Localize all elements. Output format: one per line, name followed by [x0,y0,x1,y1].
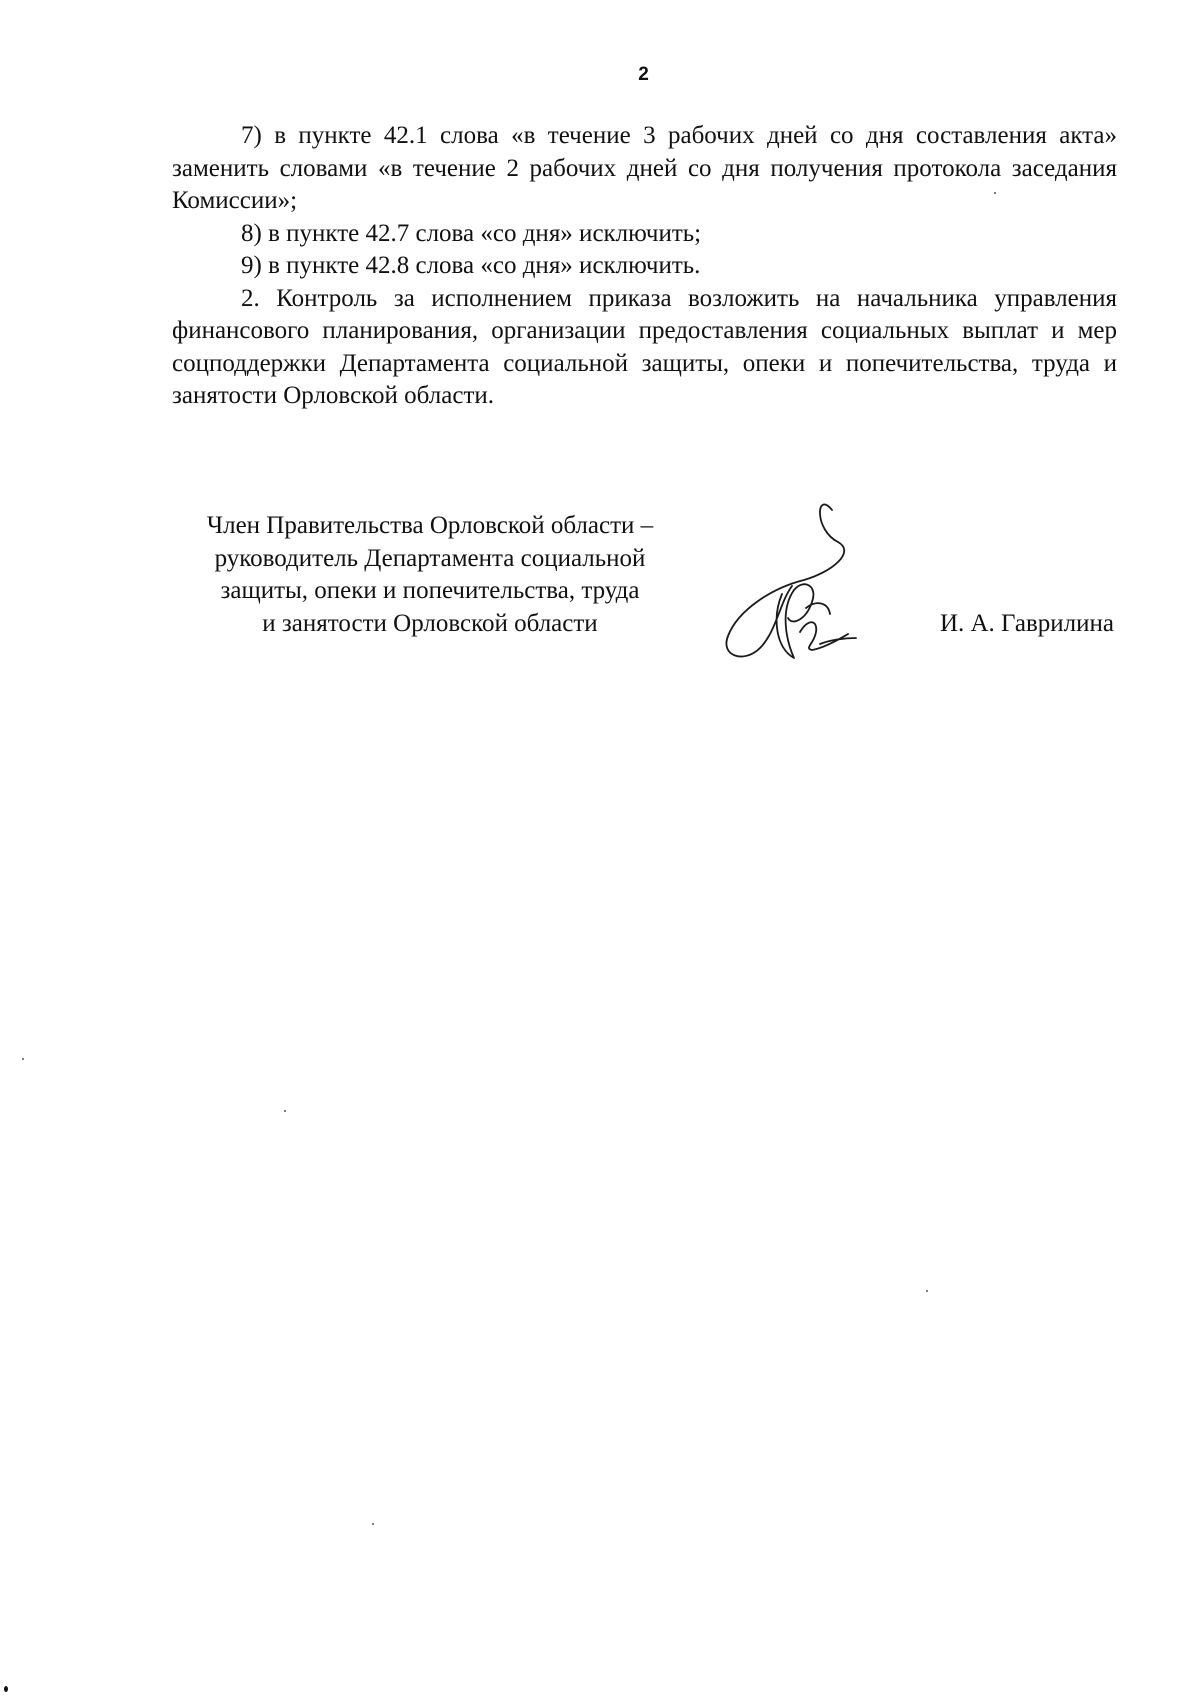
scan-artifact [284,1110,286,1112]
signatory-position-line: защиты, опеки и попечительства, труда [220,577,640,604]
scan-artifact [4,1686,8,1692]
scan-artifact [926,1290,928,1292]
document-body [172,120,1117,413]
paragraph-item-7: 7) в пункте 42.1 слова «в течение 3 рабочих дней со дня составления акта» заменить словами «в течение 2 рабочих дней со дня получения протокола заседания Комиссии»; [172,122,1117,214]
paragraph-item-8: 8) в пункте 42.7 слова «со дня» исключить; [241,219,702,247]
scan-artifact [372,1523,374,1525]
signatory-position [160,510,700,640]
signatory-position-line: Член Правительства Орловской области – [206,512,654,539]
paragraph-item-9: 9) в пункте 42.8 слова «со дня» исключить. [241,252,701,279]
handwritten-signature [720,490,870,670]
page-number: 2 [638,64,649,85]
scan-artifact [994,192,996,194]
paragraph-control-clause: 2. Контроль за исполнением приказа возложить на начальника управления финансового планирования, организации предоставления социальных выплат и мер соцподдержки Департамента социальной защиты, опеки и попечительства, труда и занятости Орловской области. [172,284,1117,409]
signer-name: И. А. Гаврилина [939,610,1114,637]
signatory-position-line: и занятости Орловской области [262,609,598,637]
signatory-position-line: руководитель Департамента социальной [214,544,646,572]
scan-artifact [22,1058,24,1060]
